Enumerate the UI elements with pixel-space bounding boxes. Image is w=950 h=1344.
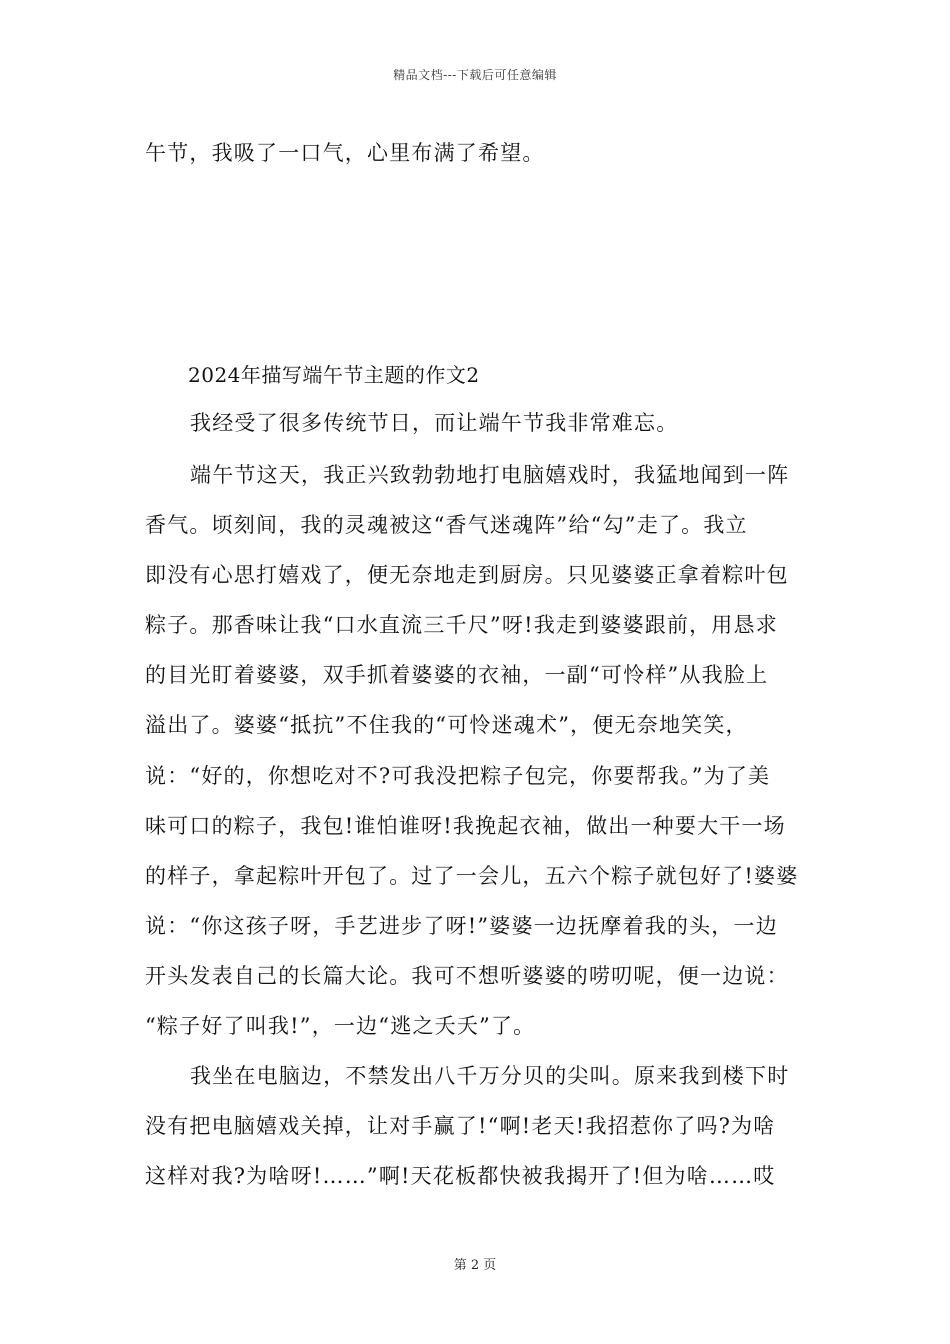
page-header: 精品文档---下载后可任意编辑 [393, 68, 557, 82]
body-line: 我经受了很多传统节日，而让端午节我非常难忘。 [190, 411, 679, 435]
body-line: 的目光盯着婆婆，双手抓着婆婆的衣袖，一副“可怜样”从我脸上 [145, 663, 769, 687]
body-line: 午节，我吸了一口气，心里布满了希望。 [145, 141, 545, 165]
article-title: 2024年描写端午节主题的作文2 [188, 363, 480, 387]
body-line: 香气。顷刻间，我的灵魂被这“香气迷魂阵”给“勾”走了。我立 [145, 513, 748, 537]
body-line: 没有把电脑嬉戏关掉，让对手赢了!“啊!老天!我招惹你了吗?为啥 [145, 1114, 776, 1138]
page-footer: 第 2 页 [453, 1258, 497, 1273]
body-line: 说：“好的，你想吃对不?可我没把粽子包完，你要帮我。”为了美 [145, 764, 771, 788]
body-line: 粽子。那香味让我“口水直流三千尺”呀!我走到婆婆跟前，用恳求 [145, 613, 778, 637]
body-line: 开头发表自己的长篇大论。我可不想听婆婆的唠叨呢，便一边说： [145, 964, 789, 988]
body-line: 即没有心思打嬉戏了，便无奈地走到厨房。只见婆婆正拿着粽叶包 [145, 563, 789, 587]
body-line: “粽子好了叫我!”，一边“逃之夭夭”了。 [145, 1014, 536, 1038]
body-line: 端午节这天，我正兴致勃勃地打电脑嬉戏时，我猛地闻到一阵 [190, 463, 790, 487]
body-line: 溢出了。婆婆“抵抗”不住我的“可怜迷魂术”，便无奈地笑笑， [145, 713, 748, 737]
body-line: 味可口的粽子，我包!谁怕谁呀!我挽起衣袖，做出一种要大干一场 [145, 814, 786, 838]
body-line: 这样对我?为啥呀!……”啊!天花板都快被我揭开了!但为啥……哎 [145, 1164, 776, 1188]
body-line: 的样子，拿起粽叶开包了。过了一会儿，五六个粽子就包好了!婆婆 [145, 864, 799, 888]
body-line: 说：“你这孩子呀，手艺进步了呀!”婆婆一边抚摩着我的头，一边 [145, 914, 778, 938]
body-line: 我坐在电脑边，不禁发出八千万分贝的尖叫。原来我到楼下时 [190, 1064, 790, 1088]
